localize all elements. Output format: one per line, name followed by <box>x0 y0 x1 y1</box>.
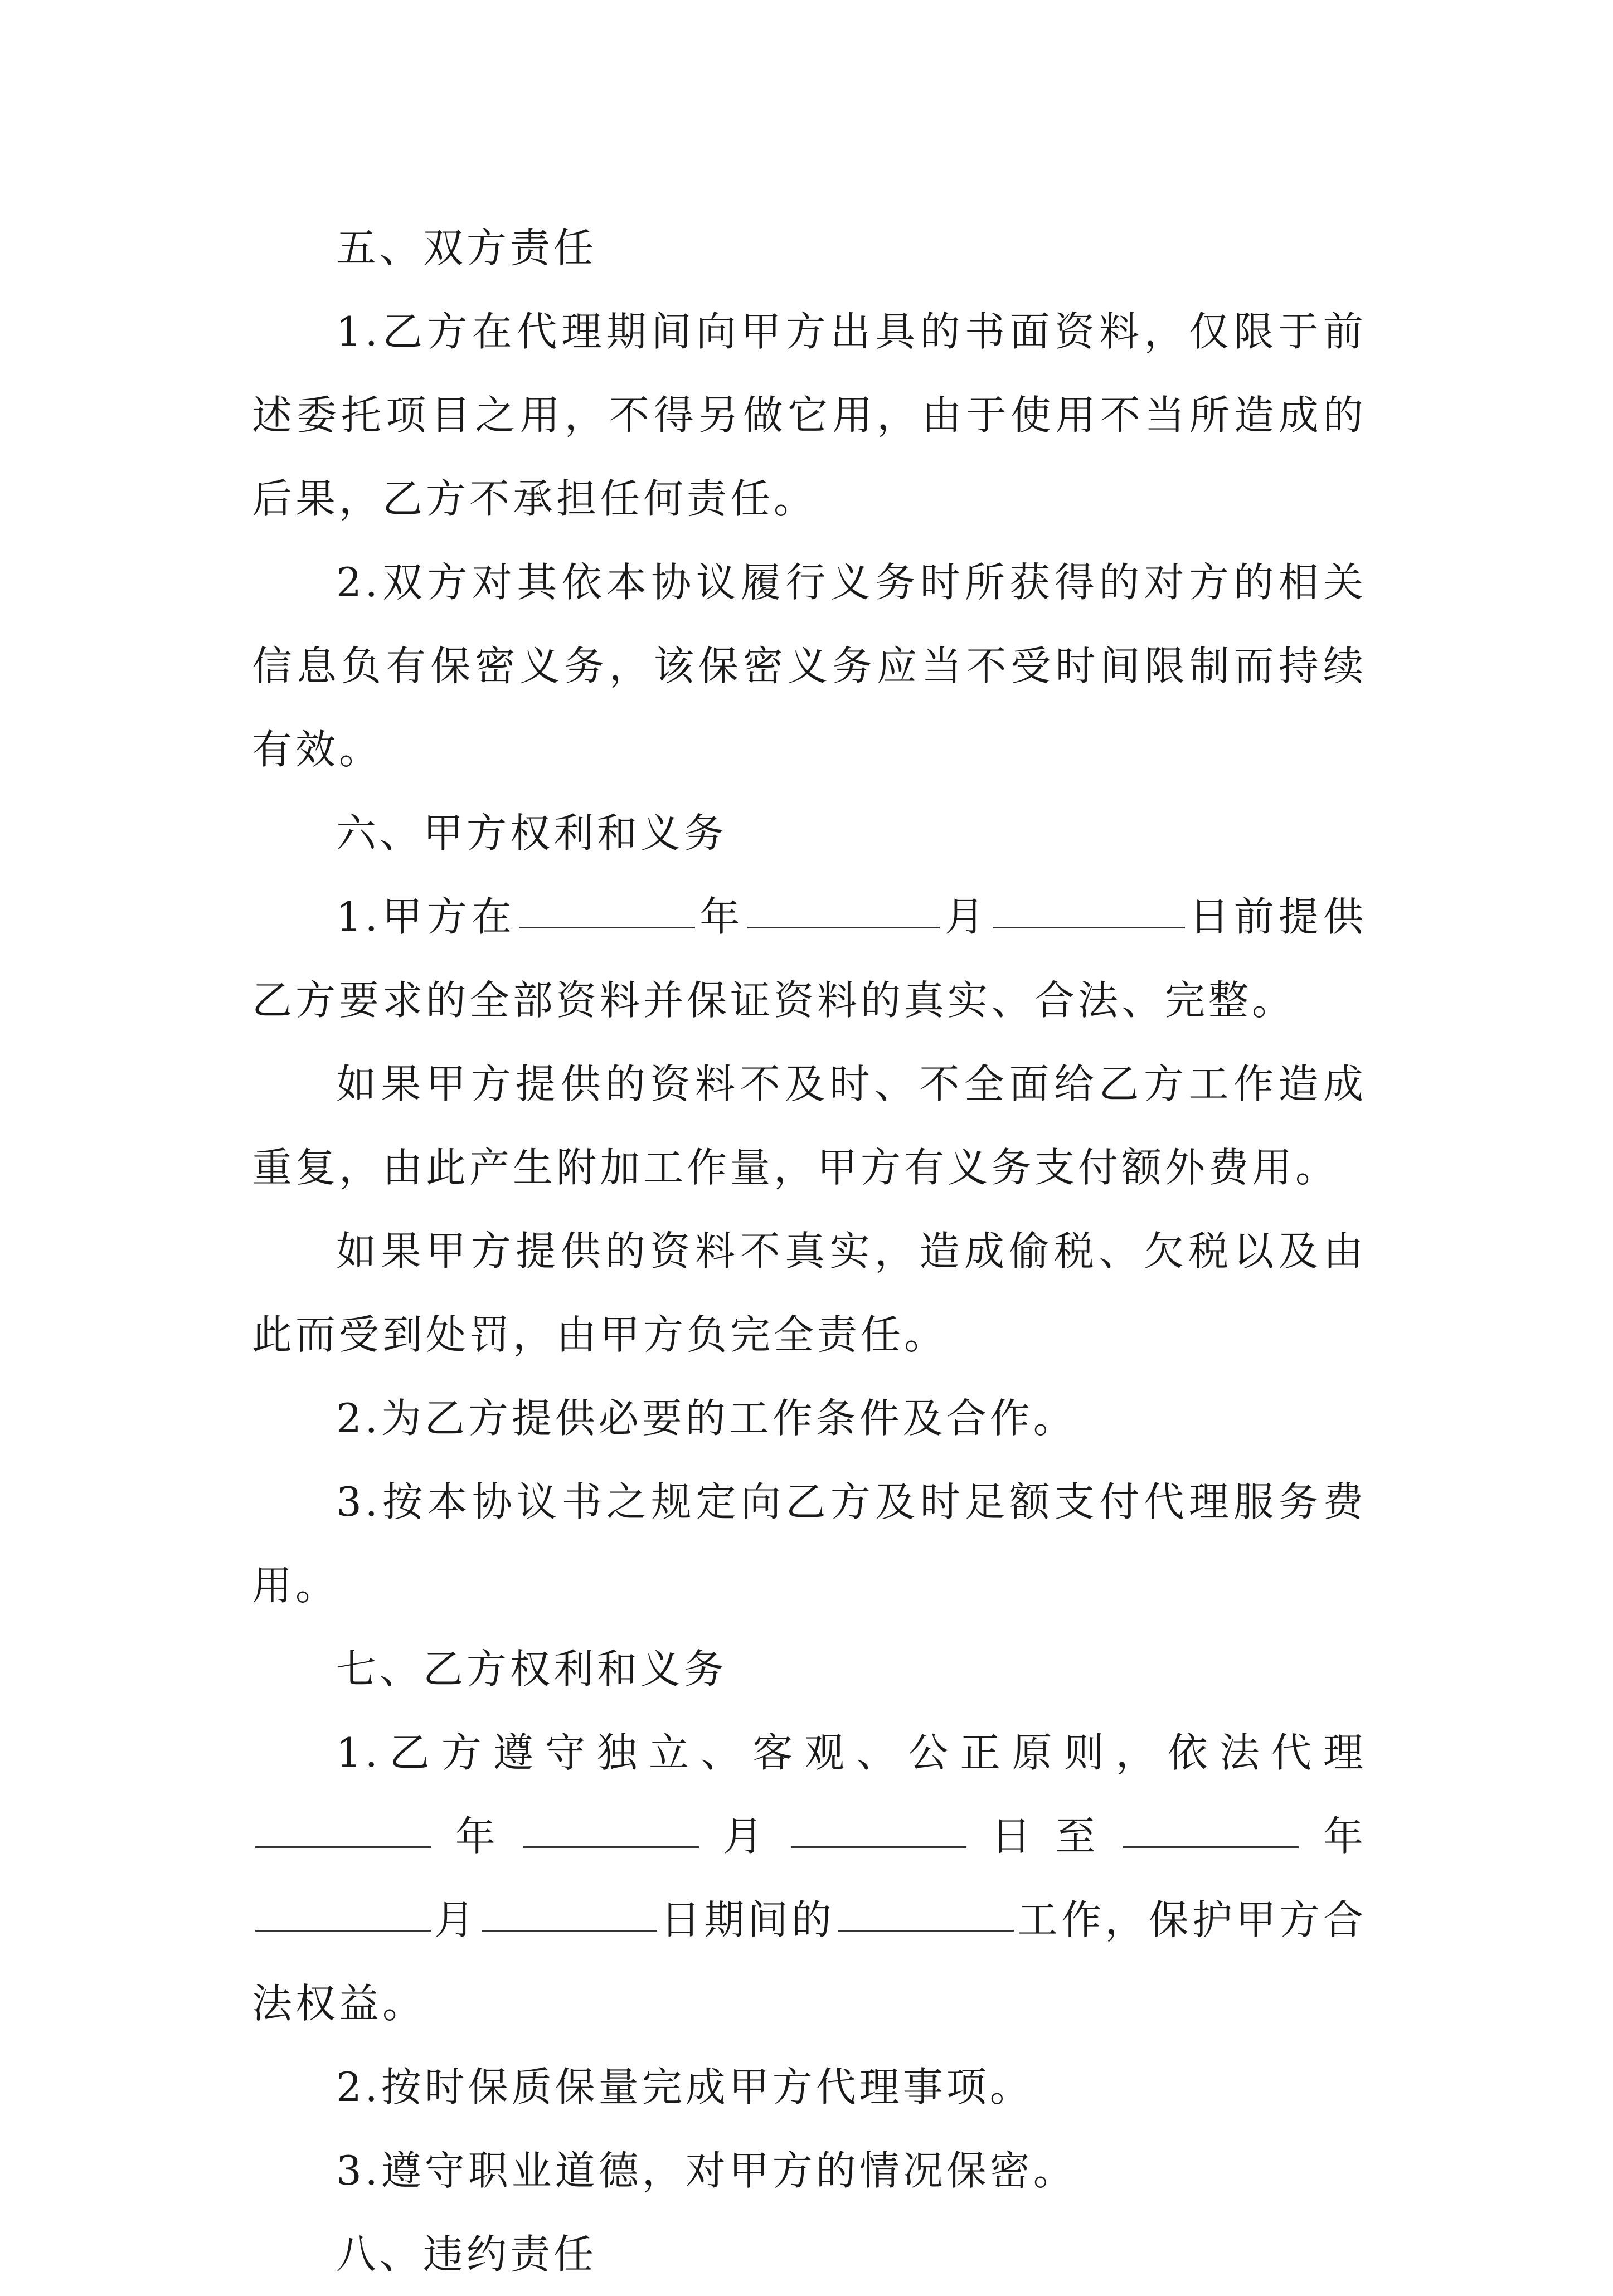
section-6-paragraph: 如果甲方提供的资料不真实，造成偷税、欠税以及由此而受到处罚，由甲方负完全责任。 <box>252 1228 1367 1358</box>
text-fragment: 1.乙方遵守独立、客观、公正原则，依法代理 <box>336 1729 1367 1776</box>
section-6-item-2: 2.为乙方提供必要的工作条件及合作。 <box>336 1395 1077 1442</box>
text-fragment: 月 <box>943 893 989 940</box>
section-heading-8: 八、违约责任 <box>336 2231 597 2278</box>
text-fragment: 月 <box>702 1813 788 1860</box>
text-fragment: 日前提供乙方要求的全部资料并保证资料的真实、合法、完整。 <box>252 893 1367 1024</box>
fill-blank-start-day[interactable] <box>791 1846 966 1848</box>
fill-blank-end-year[interactable] <box>1123 1846 1299 1848</box>
section-7-item-2: 2.按时保质保量完成甲方代理事项。 <box>336 2064 1033 2110</box>
section-5-item-1: 1.乙方在代理期间向甲方出具的书面资料，仅限于前述委托项目之用，不得另做它用，由于使用不当所造成的后果，乙方不承担任何责任。 <box>252 308 1367 522</box>
text-fragment: 1.甲方在 <box>336 893 517 940</box>
text-fragment: 工作，保护甲方合法权益。 <box>252 1896 1367 2027</box>
fill-blank-end-day[interactable] <box>482 1929 657 1932</box>
fill-blank-work-scope[interactable] <box>838 1929 1014 1932</box>
text-fragment: 月 <box>434 1896 478 1943</box>
fill-blank-end-month[interactable] <box>255 1929 431 1932</box>
section-heading-6: 六、甲方权利和义务 <box>336 810 728 857</box>
text-fragment: 日至 <box>970 1813 1120 1860</box>
text-fragment: 年 <box>1302 1813 1367 1860</box>
section-heading-5: 五、双方责任 <box>336 225 597 271</box>
section-6-item-3: 3.按本协议书之规定向乙方及时足额支付代理服务费用。 <box>252 1478 1367 1609</box>
section-heading-7: 七、乙方权利和义务 <box>336 1646 728 1692</box>
section-7-item-3: 3.遵守职业道德，对甲方的情况保密。 <box>336 2147 1077 2194</box>
section-5-item-2: 2.双方对其依本协议履行义务时所获得的对方的相关信息负有保密义务，该保密义务应当不受时间限制而持续有效。 <box>252 559 1367 773</box>
document-body <box>252 206 1367 2296</box>
fill-blank-start-month[interactable] <box>523 1846 699 1848</box>
text-fragment: 年 <box>698 893 745 940</box>
fill-blank-month[interactable] <box>747 926 940 928</box>
fill-blank-year[interactable] <box>519 926 695 928</box>
section-6-paragraph: 如果甲方提供的资料不及时、不全面给乙方工作造成重复，由此产生附加工作量，甲方有义务支付额外费用。 <box>252 1061 1367 1191</box>
text-fragment: 日期间的 <box>660 1896 835 1943</box>
text-fragment: 年 <box>434 1813 520 1860</box>
section-7-item-1 <box>252 1711 1367 2045</box>
fill-blank-start-year[interactable] <box>255 1846 431 1848</box>
section-6-item-1 <box>252 875 1367 1042</box>
fill-blank-day[interactable] <box>993 926 1185 928</box>
